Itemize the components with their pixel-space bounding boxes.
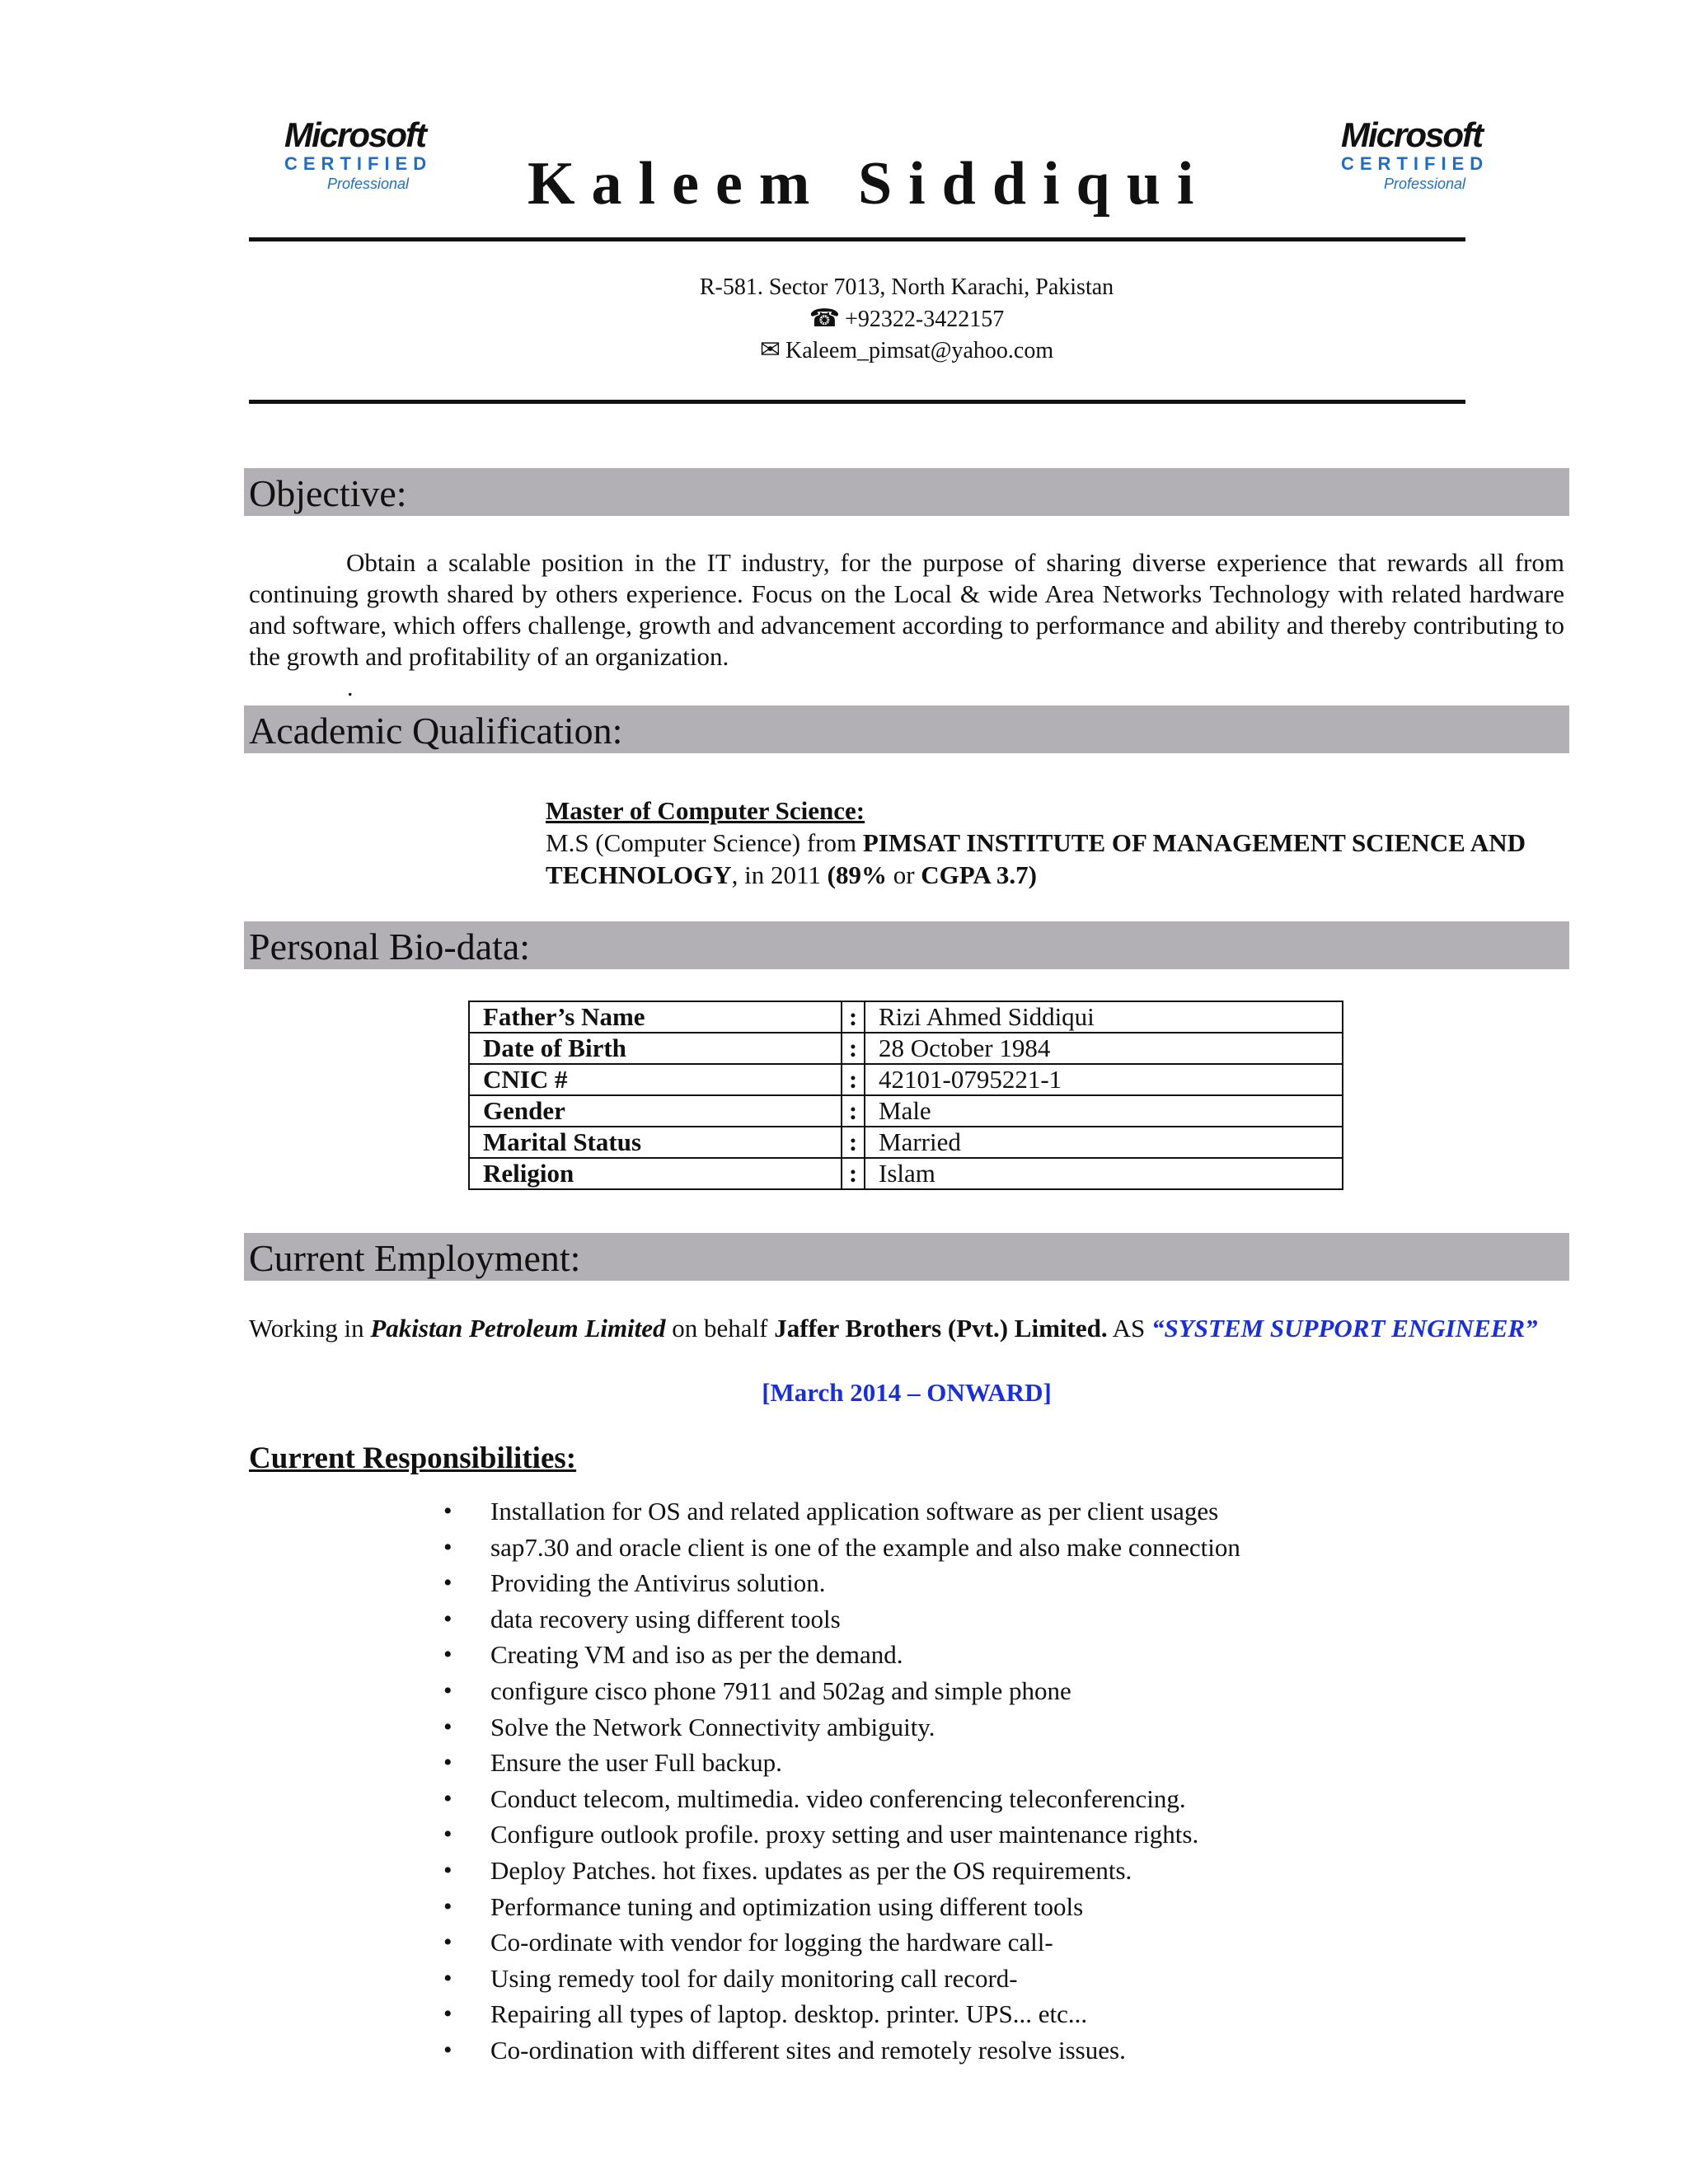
logo-professional: Professional bbox=[327, 176, 410, 192]
bullet: • bbox=[443, 1784, 452, 1812]
bio-value: 42101-0795221-1 bbox=[865, 1064, 1343, 1095]
on-behalf-text: on behalf bbox=[665, 1314, 775, 1343]
contact-address: R-581. Sector 7013, North Karachi, Pakistan bbox=[699, 274, 1114, 300]
header-divider-bottom bbox=[249, 400, 1465, 404]
bio-table bbox=[468, 1001, 1343, 1190]
list-item-text: Ensure the user Full backup. bbox=[490, 1748, 782, 1778]
contact-phone bbox=[577, 303, 1236, 335]
logo-professional: Professional bbox=[1384, 176, 1466, 192]
bullet: • bbox=[443, 1964, 452, 1992]
bullet: • bbox=[443, 1676, 452, 1704]
phone-icon: ☎ bbox=[809, 305, 841, 332]
table-row bbox=[469, 1127, 1343, 1158]
list-item bbox=[437, 1709, 1508, 1746]
list-item-text: Configure outlook profile. proxy setting and user maintenance rights. bbox=[490, 1820, 1199, 1849]
list-item bbox=[437, 1673, 1508, 1709]
logo-wordmark: Microsoft bbox=[284, 115, 425, 154]
degree-year: , in 2011 bbox=[731, 860, 828, 889]
list-item bbox=[437, 1565, 1508, 1601]
working-in-text: Working in bbox=[249, 1314, 371, 1343]
percentage: 89% bbox=[835, 860, 887, 889]
bullet: • bbox=[443, 1821, 452, 1849]
table-row bbox=[469, 1064, 1343, 1095]
list-item-text: Repairing all types of laptop. desktop. printer. UPS... etc... bbox=[490, 1999, 1088, 2029]
list-item bbox=[437, 1961, 1508, 1997]
paren-open: ( bbox=[827, 860, 836, 889]
employment-entry bbox=[249, 1312, 1564, 1344]
bio-value: Male bbox=[865, 1095, 1343, 1127]
bio-key: Religion bbox=[469, 1158, 842, 1189]
stray-dot: . bbox=[347, 674, 354, 701]
list-item-text: configure cisco phone 7911 and 502ag and simple phone bbox=[490, 1675, 1071, 1705]
logo-certified: CERTIFIED bbox=[284, 153, 433, 174]
list-item-text: Solve the Network Connectivity ambiguity. bbox=[490, 1712, 935, 1741]
bio-colon: : bbox=[842, 1127, 865, 1158]
logo-certified: CERTIFIED bbox=[1341, 153, 1489, 174]
company-name: Pakistan Petroleum Limited bbox=[370, 1314, 666, 1343]
bio-value: Islam bbox=[865, 1158, 1343, 1189]
paren-close: ) bbox=[1028, 860, 1037, 889]
list-item bbox=[437, 1493, 1508, 1530]
bullet: • bbox=[443, 1929, 452, 1957]
bullet: • bbox=[443, 2036, 452, 2064]
bio-colon: : bbox=[842, 1095, 865, 1127]
responsibilities-list bbox=[437, 1493, 1508, 2069]
list-item-text: Deploy Patches. hot fixes. updates as per the OS requirements. bbox=[490, 1855, 1132, 1885]
list-item-text: Conduct telecom, multimedia. video conferencing teleconferencing. bbox=[490, 1783, 1186, 1813]
section-header-objective: Objective: bbox=[244, 468, 1569, 516]
as-text: AS bbox=[1107, 1314, 1152, 1343]
list-item bbox=[437, 1853, 1508, 1889]
microsoft-certified-logo-left bbox=[284, 117, 482, 199]
employment-dates: [March 2014 – ONWARD] bbox=[762, 1378, 1052, 1407]
cgpa: CGPA 3.7 bbox=[921, 860, 1029, 889]
list-item-text: sap7.30 and oracle client is one of the example and also make connection bbox=[490, 1532, 1240, 1562]
bullet: • bbox=[443, 1569, 452, 1597]
table-row bbox=[469, 1095, 1343, 1127]
bullet: • bbox=[443, 1533, 452, 1561]
bullet: • bbox=[443, 1641, 452, 1669]
list-item-text: Co-ordinate with vendor for logging the hardware call- bbox=[490, 1928, 1053, 1957]
list-item bbox=[437, 1996, 1508, 2032]
bullet: • bbox=[443, 1856, 452, 1884]
list-item bbox=[437, 1601, 1508, 1638]
academic-entry bbox=[546, 794, 1564, 891]
list-item bbox=[437, 1637, 1508, 1673]
bio-value: Married bbox=[865, 1127, 1343, 1158]
bio-key: Marital Status bbox=[469, 1127, 842, 1158]
degree-details bbox=[546, 827, 1564, 891]
bio-value: Rizi Ahmed Siddiqui bbox=[865, 1001, 1343, 1033]
phone-number: +92322-3422157 bbox=[845, 307, 1005, 332]
list-item-text: Performance tuning and optimization using different tools bbox=[490, 1891, 1084, 1921]
table-row bbox=[469, 1033, 1343, 1064]
responsibilities-title: Current Responsibilities: bbox=[249, 1441, 577, 1475]
table-row bbox=[469, 1001, 1343, 1033]
bullet: • bbox=[443, 2000, 452, 2028]
bio-colon: : bbox=[842, 1064, 865, 1095]
bio-colon: : bbox=[842, 1158, 865, 1189]
list-item-text: Installation for OS and related application software as per client usages bbox=[490, 1497, 1219, 1526]
candidate-name: Kaleem Siddiqui bbox=[528, 150, 1211, 218]
degree-prefix: M.S (Computer Science) from bbox=[546, 828, 863, 857]
contact-email bbox=[577, 335, 1236, 367]
logo-wordmark: Microsoft bbox=[1341, 115, 1482, 154]
bullet: • bbox=[443, 1892, 452, 1920]
institute-name: PIMSAT INSTITUTE OF MANAGEMENT SCIENCE AND TECHNOLOGY bbox=[546, 828, 1526, 889]
envelope-icon: ✉ bbox=[759, 336, 781, 363]
bullet: • bbox=[443, 1605, 452, 1633]
degree-title: Master of Computer Science: bbox=[546, 796, 865, 825]
objective-text: Obtain a scalable position in the IT industry, for the purpose of sharing diverse experience that rewards all from continuing growth shared by others experience. Focus on the Local & wide Area Networks Technology with related hardware and software, which offers challenge, growth and advancement according to performance and ability and thereby contributing to the growth and profitability of an organization. bbox=[249, 548, 1564, 671]
section-header-bio: Personal Bio-data: bbox=[244, 921, 1569, 969]
list-item bbox=[437, 1781, 1508, 1817]
contractor-name: Jaffer Brothers (Pvt.) Limited. bbox=[774, 1314, 1108, 1343]
header-divider-top bbox=[249, 237, 1465, 241]
list-item-text: data recovery using different tools bbox=[490, 1604, 841, 1633]
table-row bbox=[469, 1158, 1343, 1189]
bullet: • bbox=[443, 1713, 452, 1741]
microsoft-certified-logo-right bbox=[1341, 117, 1539, 199]
list-item-text: Using remedy tool for daily monitoring call record- bbox=[490, 1963, 1018, 1993]
email-address: Kaleem_pimsat@yahoo.com bbox=[785, 338, 1054, 363]
job-role: “SYSTEM SUPPORT ENGINEER” bbox=[1151, 1314, 1538, 1343]
bio-key: CNIC # bbox=[469, 1064, 842, 1095]
list-item-text: Co-ordination with different sites and remotely resolve issues. bbox=[490, 2035, 1126, 2064]
list-item-text: Creating VM and iso as per the demand. bbox=[490, 1640, 903, 1670]
bio-colon: : bbox=[842, 1001, 865, 1033]
list-item-text: Providing the Antivirus solution. bbox=[490, 1568, 826, 1598]
bio-key: Date of Birth bbox=[469, 1033, 842, 1064]
section-header-academic: Academic Qualification: bbox=[244, 705, 1569, 753]
bio-value: 28 October 1984 bbox=[865, 1033, 1343, 1064]
bullet: • bbox=[443, 1749, 452, 1777]
section-header-employment: Current Employment: bbox=[244, 1233, 1569, 1281]
list-item bbox=[437, 1924, 1508, 1961]
or-text: or bbox=[886, 860, 921, 889]
bio-colon: : bbox=[842, 1033, 865, 1064]
list-item bbox=[437, 1889, 1508, 1925]
list-item bbox=[437, 2032, 1508, 2069]
list-item bbox=[437, 1745, 1508, 1781]
bullet: • bbox=[443, 1497, 452, 1525]
bio-key: Father’s Name bbox=[469, 1001, 842, 1033]
list-item bbox=[437, 1530, 1508, 1566]
bio-key: Gender bbox=[469, 1095, 842, 1127]
list-item bbox=[437, 1816, 1508, 1853]
